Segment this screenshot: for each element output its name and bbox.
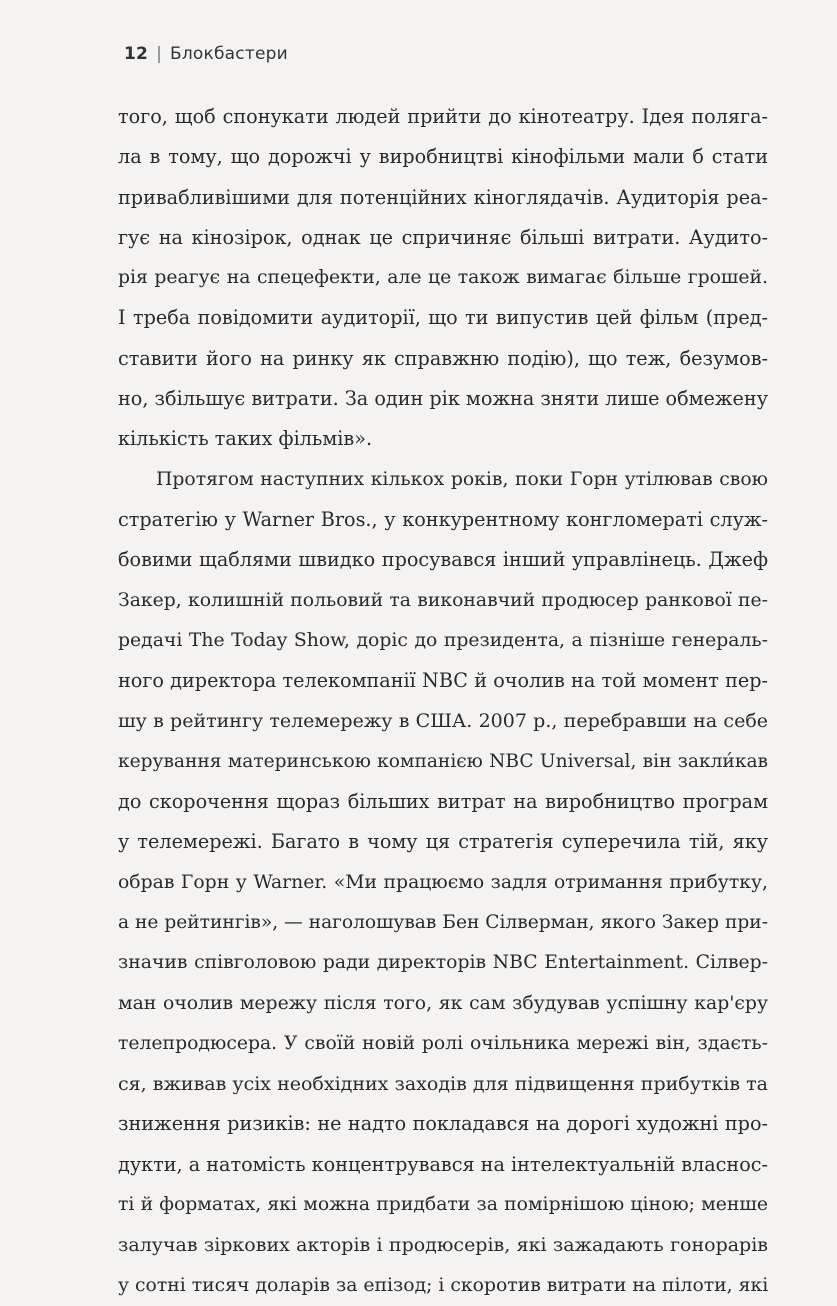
text-line: привабливішими для потенційних кіноглядачів. Аудиторія реа- xyxy=(118,185,768,209)
text-line: телепродюсера. У своїй новій ролі очільника мережі він, здаєть- xyxy=(118,1032,768,1054)
text-line: ся, вживав усіх необхідних заходів для підвищення прибутків та xyxy=(118,1073,768,1096)
text-line: кількість таких фільмів». xyxy=(118,427,373,451)
text-line: значив співголовою ради директорів NBC Entertainment. Сілвер- xyxy=(118,952,768,974)
text-line: у сотні тисяч доларів за епізод; і скоротив витрати на пілоти, які xyxy=(118,1274,769,1296)
text-line: гує на кінозірок, однак це спричиняє більші витрати. Аудито- xyxy=(118,225,768,249)
text-line: того, щоб спонукати людей прийти до кінотеатру. Ідея поляга- xyxy=(118,105,768,128)
book-title: Блокбастери xyxy=(170,44,288,64)
text-line: редачі The Today Show, доріс до президента, а пізніше генераль- xyxy=(118,629,768,651)
text-line: керування материнською компанією NBC Universal, він закли́кав xyxy=(118,750,768,772)
text-line: ман очолив мережу після того, як сам збудував успішну кар'єру xyxy=(118,992,768,1014)
text-line: обрав Горн у Warner. «Ми працюємо задля отримання прибутку, xyxy=(118,871,768,893)
text-line: І треба повідомити аудиторії, що ти випустив цей фільм (пред- xyxy=(118,306,768,330)
text-line: залучав зіркових акторів і продюсерів, які зажадають гонорарів xyxy=(118,1234,768,1257)
text-line: рія реагує на спецефекти, але це також вимагає більше грошей. xyxy=(118,267,768,289)
running-header xyxy=(124,44,288,64)
text-line: ті й форматах, які можна придбати за помірнішою ціною; менше xyxy=(118,1194,768,1216)
text-line: стратегію у Warner Bros., у конкурентному конгломераті служ- xyxy=(118,507,768,531)
paragraph-1 xyxy=(118,97,768,460)
text-line: но, збільшує витрати. За один рік можна зняти лише обмежену xyxy=(118,387,768,411)
text-line: ла в тому, що дорожчі у виробництві кінофільми мали б стати xyxy=(118,145,768,169)
page-number: 12 xyxy=(124,44,149,64)
text-line: шу в рейтингу телемережу в США. 2007 р., перебравши на себе xyxy=(118,710,768,733)
text-line: у телемережі. Багато в чому ця стратегія суперечила тій, яку xyxy=(118,830,768,854)
body-text xyxy=(118,97,768,1306)
text-line: до скорочення щораз більших витрат на виробництво програм xyxy=(118,790,768,814)
text-line: ставити його на ринку як справжню подію), що теж, безумов- xyxy=(118,346,768,370)
header-separator: | xyxy=(156,44,162,64)
paragraph-2 xyxy=(118,460,768,1306)
text-line: ного директора телекомпанії NBC й очолив на той момент пер- xyxy=(118,669,768,693)
text-line: зниження ризиків: не надто покладався на дорогі художні про- xyxy=(118,1112,768,1136)
text-line: дукти, а натомість концентрувався на інтелектуальній власнос- xyxy=(118,1152,768,1176)
text-line: а не рейтингів», — наголошував Бен Сілверман, якого Закер при- xyxy=(118,911,768,933)
text-line: Протягом наступних кількох років, поки Горн утілював свою xyxy=(156,468,768,490)
text-line: Закер, колишній польовий та виконавчий продюсер ранкової пе- xyxy=(118,589,768,611)
text-line: бовими щаблями швидко просувався інший управлінець. Джеф xyxy=(118,548,768,572)
